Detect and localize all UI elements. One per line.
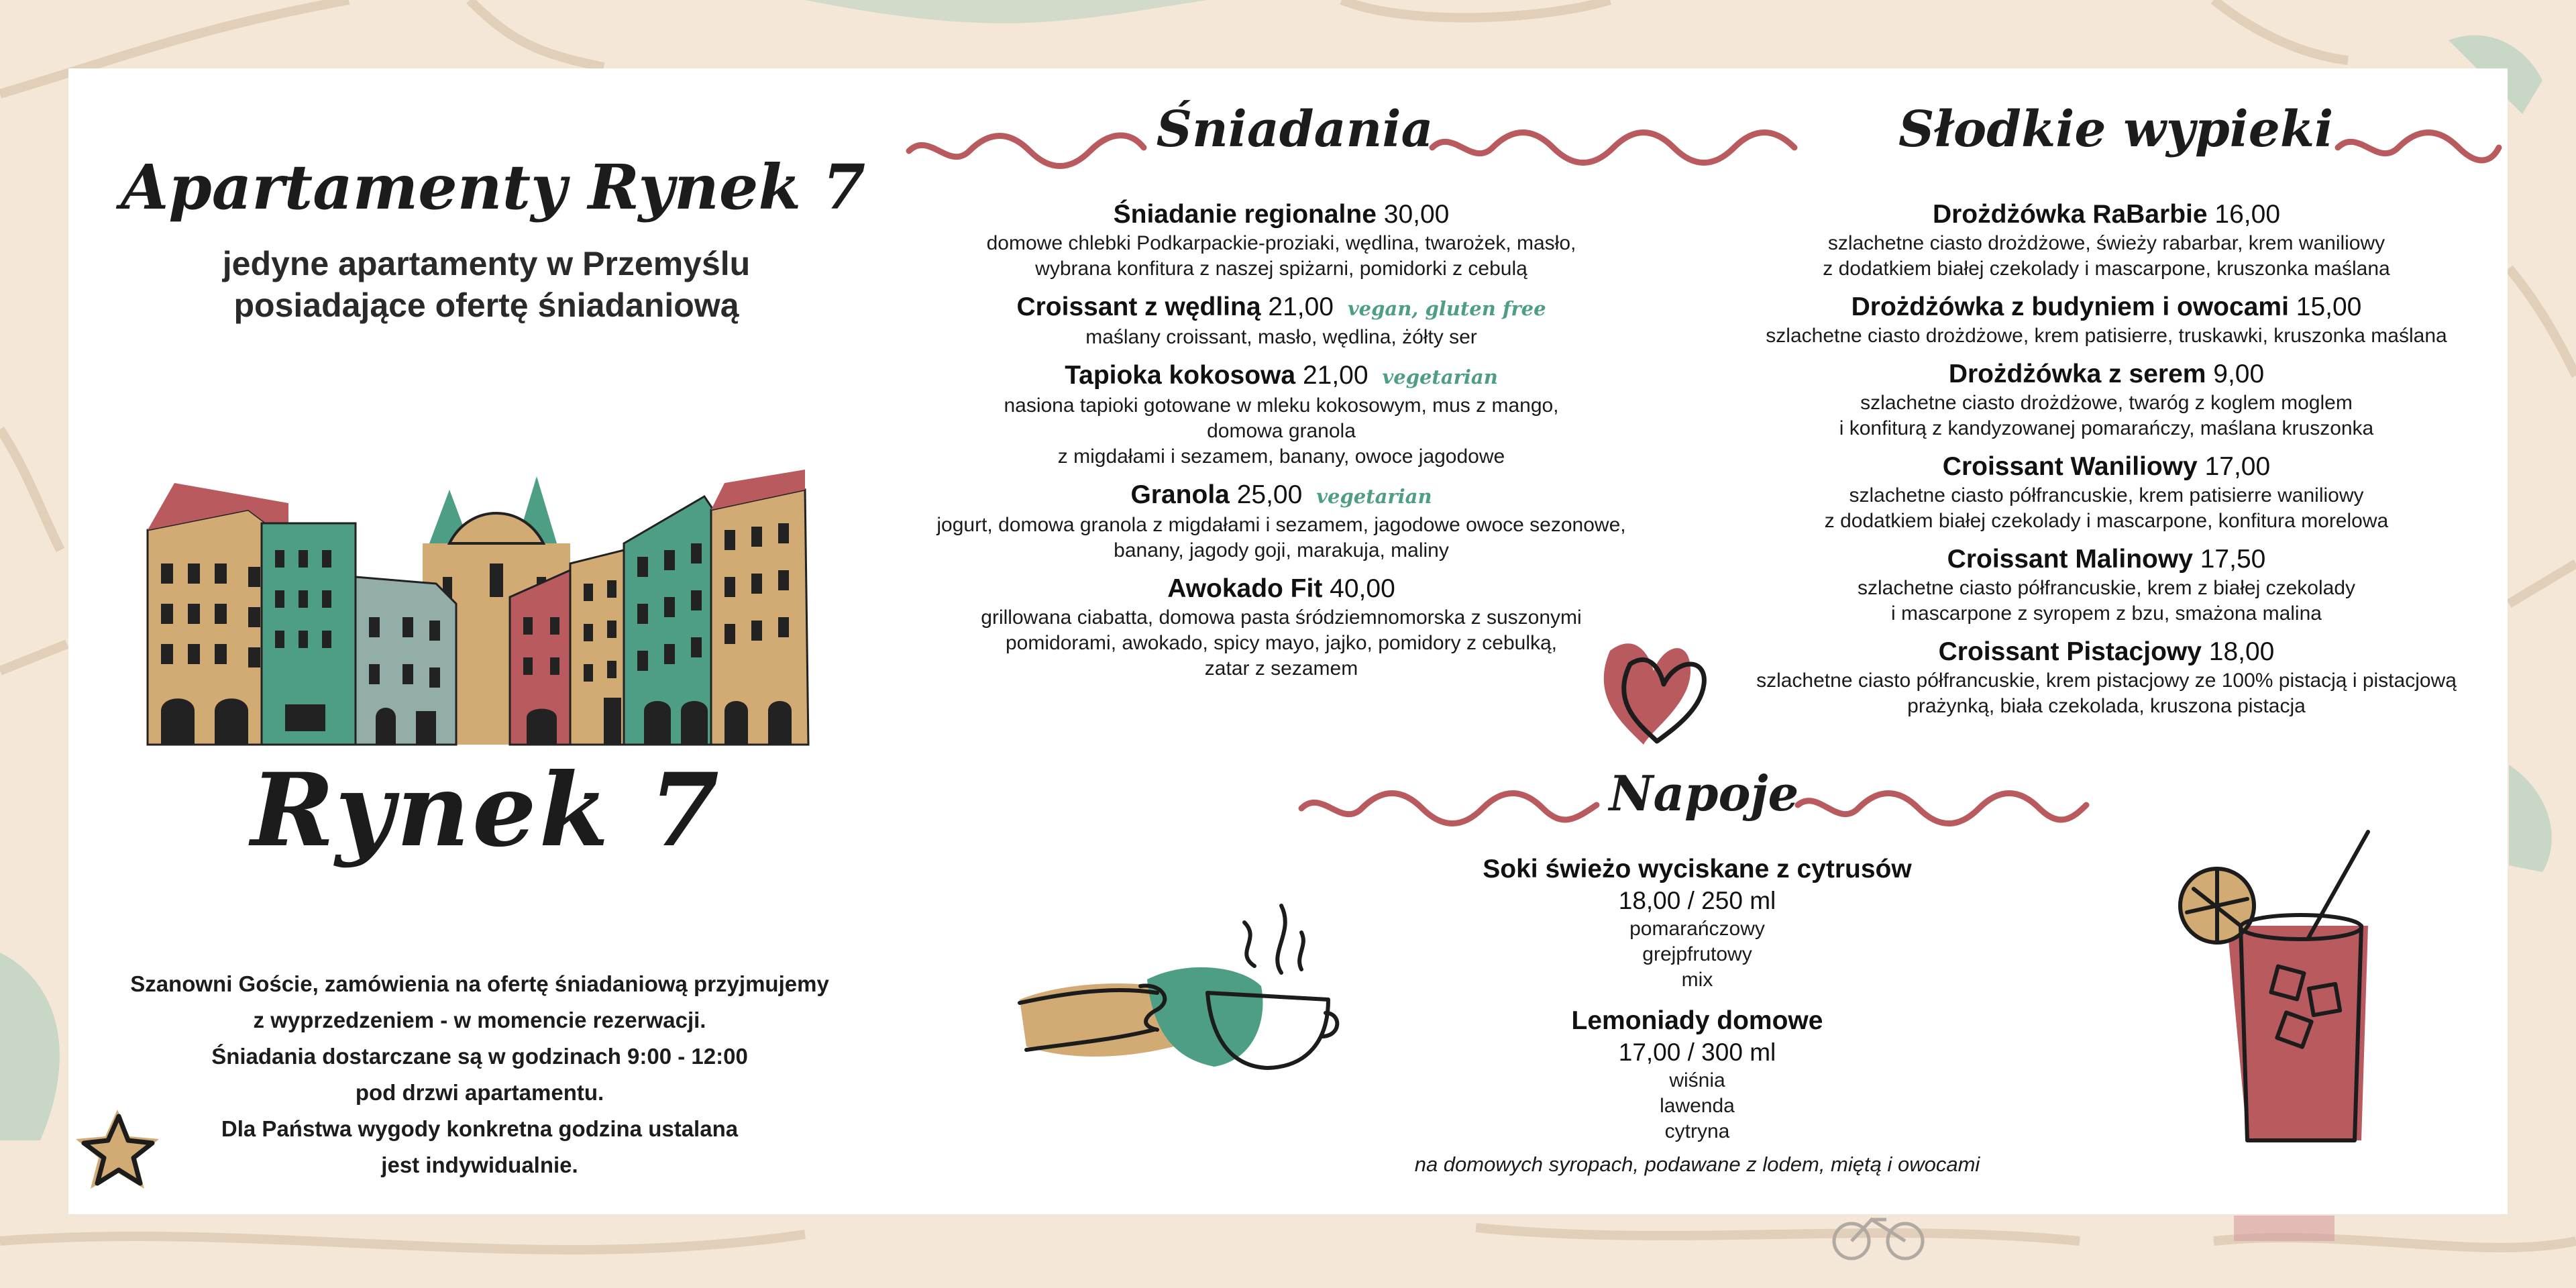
pastries-heading: Słodkie wypieki <box>1898 101 2334 158</box>
drink-item <box>1348 1005 2046 1144</box>
item-description: i mascarpone z syropem z bzu, smażona malina <box>1891 602 2322 625</box>
townhouses-illustration <box>134 429 818 751</box>
breakfast-heading: Śniadania <box>1156 101 1434 158</box>
drink-option: pomarańczowy <box>1629 918 1765 940</box>
item-price: 18,00 <box>2208 637 2275 666</box>
item-description: wybrana konfitura z naszej spiżarni, pomidorki z cebulą <box>1035 258 1527 280</box>
star-icon <box>70 1107 164 1194</box>
item-header <box>912 573 1650 605</box>
notice-line: jest indywidualnie. <box>381 1152 578 1177</box>
item-name: Awokado Fit <box>1167 574 1323 603</box>
item-description: szlachetne ciasto półfrancuskie, krem patisierre waniliowy <box>1849 484 2364 506</box>
logo-text: Rynek 7 <box>250 751 722 869</box>
item-description: szlachetne ciasto półfrancuskie, krem pistacjowy ze 100% pistacją i pistacjową <box>1756 669 2457 692</box>
item-description: szlachetne ciasto półfrancuskie, krem z białej czekolady <box>1857 577 2356 599</box>
item-description: z dodatkiem białej czekolady i mascarpone, kruszonka maślana <box>1823 258 2390 280</box>
heart-icon <box>1590 631 1724 751</box>
bicycle-icon <box>1834 1220 1923 1258</box>
tagline <box>121 243 852 326</box>
item-name: Croissant Waniliowy <box>1942 452 2198 481</box>
item-description: banany, jagody goji, marakuja, maliny <box>1114 539 1449 561</box>
drink-option: mix <box>1681 969 1713 991</box>
drink-name: Soki świeżo wyciskane z cytrusów <box>1483 855 1912 883</box>
menu-item <box>1717 543 2496 627</box>
booking-notice <box>94 966 865 1183</box>
item-description: grillowana ciabatta, domowa pasta śródziemnomorska z suszonymi <box>981 606 1582 629</box>
item-description: jogurt, domowa granola z migdałami i sezamem, jagodowe owoce sezonowe, <box>936 514 1626 536</box>
drinks-heading: Napoje <box>1609 765 1799 822</box>
item-description: zatar z sezamem <box>1204 657 1358 680</box>
item-header <box>1717 543 2496 576</box>
item-header <box>1717 199 2496 231</box>
item-header <box>912 479 1650 513</box>
item-name: Granola <box>1130 480 1230 509</box>
menu-item <box>912 360 1650 470</box>
item-description: nasiona tapioki gotowane w mleku kokosowym, mus z mango, <box>1004 394 1559 417</box>
notice-line: pod drzwi apartamentu. <box>355 1080 604 1105</box>
item-description: z dodatkiem białej czekolady i mascarpone, konfitura morelowa <box>1824 510 2389 532</box>
item-description: z migdałami i sezamem, banany, owoce jagodowe <box>1057 445 1505 468</box>
item-name: Drożdżówka z serem <box>1948 360 2206 388</box>
item-name: Croissant z wędliną <box>1016 292 1261 321</box>
item-price: 40,00 <box>1330 574 1395 603</box>
item-price: 17,00 <box>2204 452 2271 481</box>
tagline-line-1: jedyne apartamenty w Przemyślu <box>222 245 751 282</box>
diet-tag: vegan, gluten free <box>1347 297 1546 320</box>
item-price: 17,50 <box>2200 545 2266 574</box>
drink-name: Lemoniady domowe <box>1571 1006 1823 1035</box>
item-price: 25,00 <box>1236 480 1303 509</box>
item-description: szlachetne ciasto drożdżowe, świeży rabarbar, krem waniliowy <box>1827 232 2385 254</box>
menu-item <box>912 199 1650 282</box>
menu-item <box>912 291 1650 350</box>
apartments-title: Apartamenty Rynek 7 <box>121 151 866 223</box>
drink-option: wiśnia <box>1669 1069 1725 1091</box>
item-description: domowa granola <box>1207 420 1356 442</box>
drink-option: cytryna <box>1664 1120 1730 1142</box>
notice-line: z wyprzedzeniem - w momencie rezerwacji. <box>253 1008 706 1032</box>
menu-item <box>1717 291 2496 349</box>
menu-item <box>912 573 1650 682</box>
item-name: Drożdżówka RaBarbie <box>1932 200 2208 229</box>
item-name: Croissant Malinowy <box>1947 545 2193 574</box>
item-name: Drożdżówka z budyniem i owocami <box>1851 292 2289 321</box>
drink-item <box>1348 853 2046 993</box>
drinks-note: na domowych syropach, podawane z lodem, miętą i owocami <box>1414 1152 1980 1176</box>
item-price: 9,00 <box>2213 360 2265 388</box>
item-price: 15,00 <box>2296 292 2362 321</box>
menu-item <box>1717 358 2496 441</box>
drink-price: 17,00 / 300 ml <box>1618 1038 1776 1066</box>
item-header <box>912 291 1650 325</box>
item-header <box>1717 636 2496 668</box>
item-header <box>1717 451 2496 483</box>
drink-glass-illustration <box>2174 825 2375 1154</box>
item-description: szlachetne ciasto drożdżowe, krem patisierre, truskawki, kruszonka maślana <box>1766 325 2447 347</box>
item-description: szlachetne ciasto drożdżowe, twaróg z koglem moglem <box>1860 392 2353 414</box>
drinks-list <box>1348 853 2046 1178</box>
item-description: domowe chlebki Podkarpackie-proziaki, wędlina, twarożek, masło, <box>986 232 1576 254</box>
drink-option: grejpfrutowy <box>1642 943 1752 965</box>
item-header <box>1717 291 2496 323</box>
menu-item <box>1717 636 2496 719</box>
menu-item <box>1717 199 2496 282</box>
item-description: prażynką, biała czekolada, kruszona pistacja <box>1907 695 2306 717</box>
item-price: 16,00 <box>2214 200 2281 229</box>
item-description: maślany croissant, masło, wędlina, żółty ser <box>1085 326 1477 348</box>
item-name: Śniadanie regionalne <box>1113 200 1377 229</box>
item-price: 21,00 <box>1268 292 1334 321</box>
menu-item <box>912 479 1650 564</box>
diet-tag: vegetarian <box>1382 366 1498 388</box>
item-header <box>1717 358 2496 390</box>
drink-price: 18,00 / 250 ml <box>1618 887 1776 914</box>
menu-item <box>1717 451 2496 534</box>
pastries-list <box>1717 199 2496 729</box>
coffee-cup-illustration <box>1013 892 1342 1087</box>
item-price: 30,00 <box>1383 200 1450 229</box>
notice-line: Szanowni Goście, zamówienia na ofertę śniadaniową przyjmujemy <box>130 971 829 996</box>
item-name: Croissant Pistacjowy <box>1938 637 2202 666</box>
item-header <box>912 199 1650 231</box>
item-description: i konfiturą z kandyzowanej pomarańczy, maślana kruszonka <box>1839 417 2374 439</box>
tagline-line-2: posiadające ofertę śniadaniową <box>233 286 739 324</box>
notice-line: Dla Państwa wygody konkretna godzina ustalana <box>221 1116 739 1141</box>
item-price: 21,00 <box>1302 361 1368 390</box>
item-header <box>912 360 1650 393</box>
drink-option: lawenda <box>1660 1095 1735 1117</box>
item-name: Tapioka kokosowa <box>1065 361 1296 390</box>
item-description: pomidorami, awokado, spicy mayo, jajko, pomidory z cebulką, <box>1005 632 1558 654</box>
notice-line: Śniadania dostarczane są w godzinach 9:00 - 12:00 <box>211 1044 748 1069</box>
diet-tag: vegetarian <box>1316 485 1432 508</box>
breakfast-list <box>912 199 1650 691</box>
